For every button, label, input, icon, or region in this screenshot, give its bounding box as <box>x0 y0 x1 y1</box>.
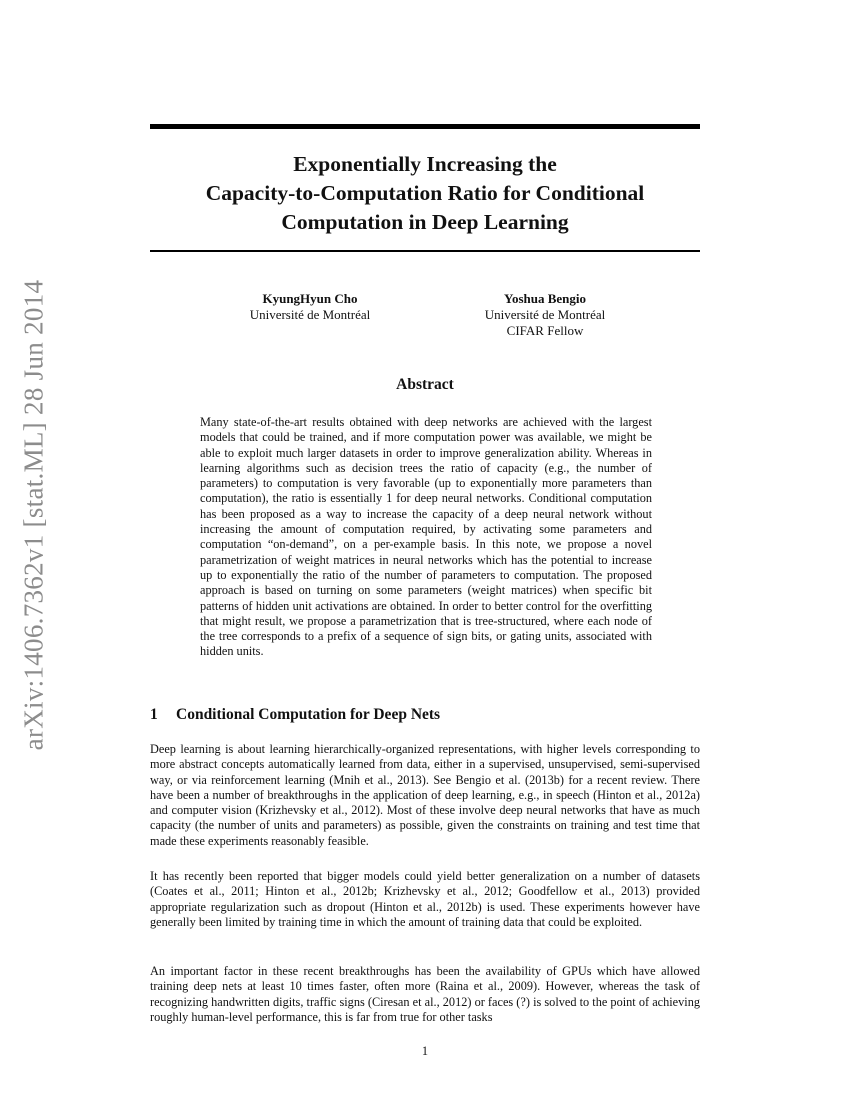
page-number: 1 <box>421 1044 429 1058</box>
title-line: Computation in Deep Learning <box>281 210 569 234</box>
body-paragraph: It has recently been reported that bigger models could yield better generalization on a number of datasets (Coates et al., 2011; Hinton et al., 2012b; Krizhevsky et al., 2012; Goodfellow et al., 2013) provided appropriate regularization such as dropout (Hinton et al., 2012b) is used. These experiments however have generally been limited by training time in which the amount of training data that could be exploited. <box>150 869 700 929</box>
author-affiliation: CIFAR Fellow <box>506 323 584 338</box>
section-number: 1 <box>150 706 158 723</box>
body-paragraph: An important factor in these recent breakthroughs has been the availability of GPUs which have allowed training deep nets at least 10 times faster, often more (Raina et al., 2009). However, whereas the task of recognizing handwritten digits, traffic signs (Ciresan et al., 2012) or faces (?) is solved to the point of achieving roughly human-level performance, this is far from true for other tasks <box>150 964 700 1024</box>
title-line: Capacity-to-Computation Ratio for Conditional <box>205 181 645 205</box>
abstract-heading: Abstract <box>396 376 454 393</box>
author-name: Yoshua Bengio <box>504 291 586 306</box>
title-top-rule <box>150 124 700 129</box>
paper-title <box>150 150 700 237</box>
arxiv-identifier-text: arXiv:1406.7362v1 [stat.ML] 28 Jun 2014 <box>18 279 49 751</box>
title-bottom-rule <box>150 250 700 252</box>
body-paragraph: Deep learning is about learning hierarchically-organized representations, with higher levels corresponding to more abstract concepts automatically learned from data, either in a supervised, unsupervised, semi-supervised way, or via reinforcement learning (Mnih et al., 2013). See Bengio et al. (2013b) for a recent review. There have been a number of breakthroughs in the application of deep learning, e.g., in speech (Hinton et al., 2012a) and computer vision (Krizhevsky et al., 2012). Most of these involve deep neural networks that have as much capacity (the number of units and parameters) as possible, given the constraints on training and test time that made these experiments reasonably feasible. <box>150 742 700 848</box>
author-name: KyungHyun Cho <box>262 291 358 306</box>
title-line: Exponentially Increasing the <box>293 152 557 176</box>
author-block <box>230 291 390 323</box>
author-block <box>460 291 630 339</box>
author-affiliation: Université de Montréal <box>484 307 606 322</box>
section-heading <box>150 706 440 724</box>
abstract-text: Many state-of-the-art results obtained with deep networks are achieved with the largest models that could be trained, and if more computation power was available, we might be able to exploit much larger datasets in order to improve generalization ability. Whereas in learning algorithms such as decision trees the ratio of capacity (e.g., the number of parameters) to computation is very favorable (up to exponentially more parameters than computation), the ratio is essentially 1 for deep neural networks. Conditional computation has been proposed as a way to increase the capacity of a deep neural network without increasing the amount of computation required, by activating some parameters and computation “on-demand”, on a per-example basis. In this note, we propose a novel parametrization of weight matrices in neural networks which has the potential to increase up to exponentially the ratio of the number of parameters to computation. The proposed approach is based on turning on some parameters (weight matrices) when specific bit patterns of hidden unit activations are obtained. In order to better control for the overfitting that might result, we propose a parametrization that is tree-structured, where each node of the tree corresponds to a prefix of a sequence of sign bits, or gating units, associated with hidden units. <box>200 415 652 659</box>
section-title: Conditional Computation for Deep Nets <box>176 706 441 723</box>
arxiv-identifier-stamp <box>16 270 52 760</box>
author-affiliation: Université de Montréal <box>249 307 371 322</box>
